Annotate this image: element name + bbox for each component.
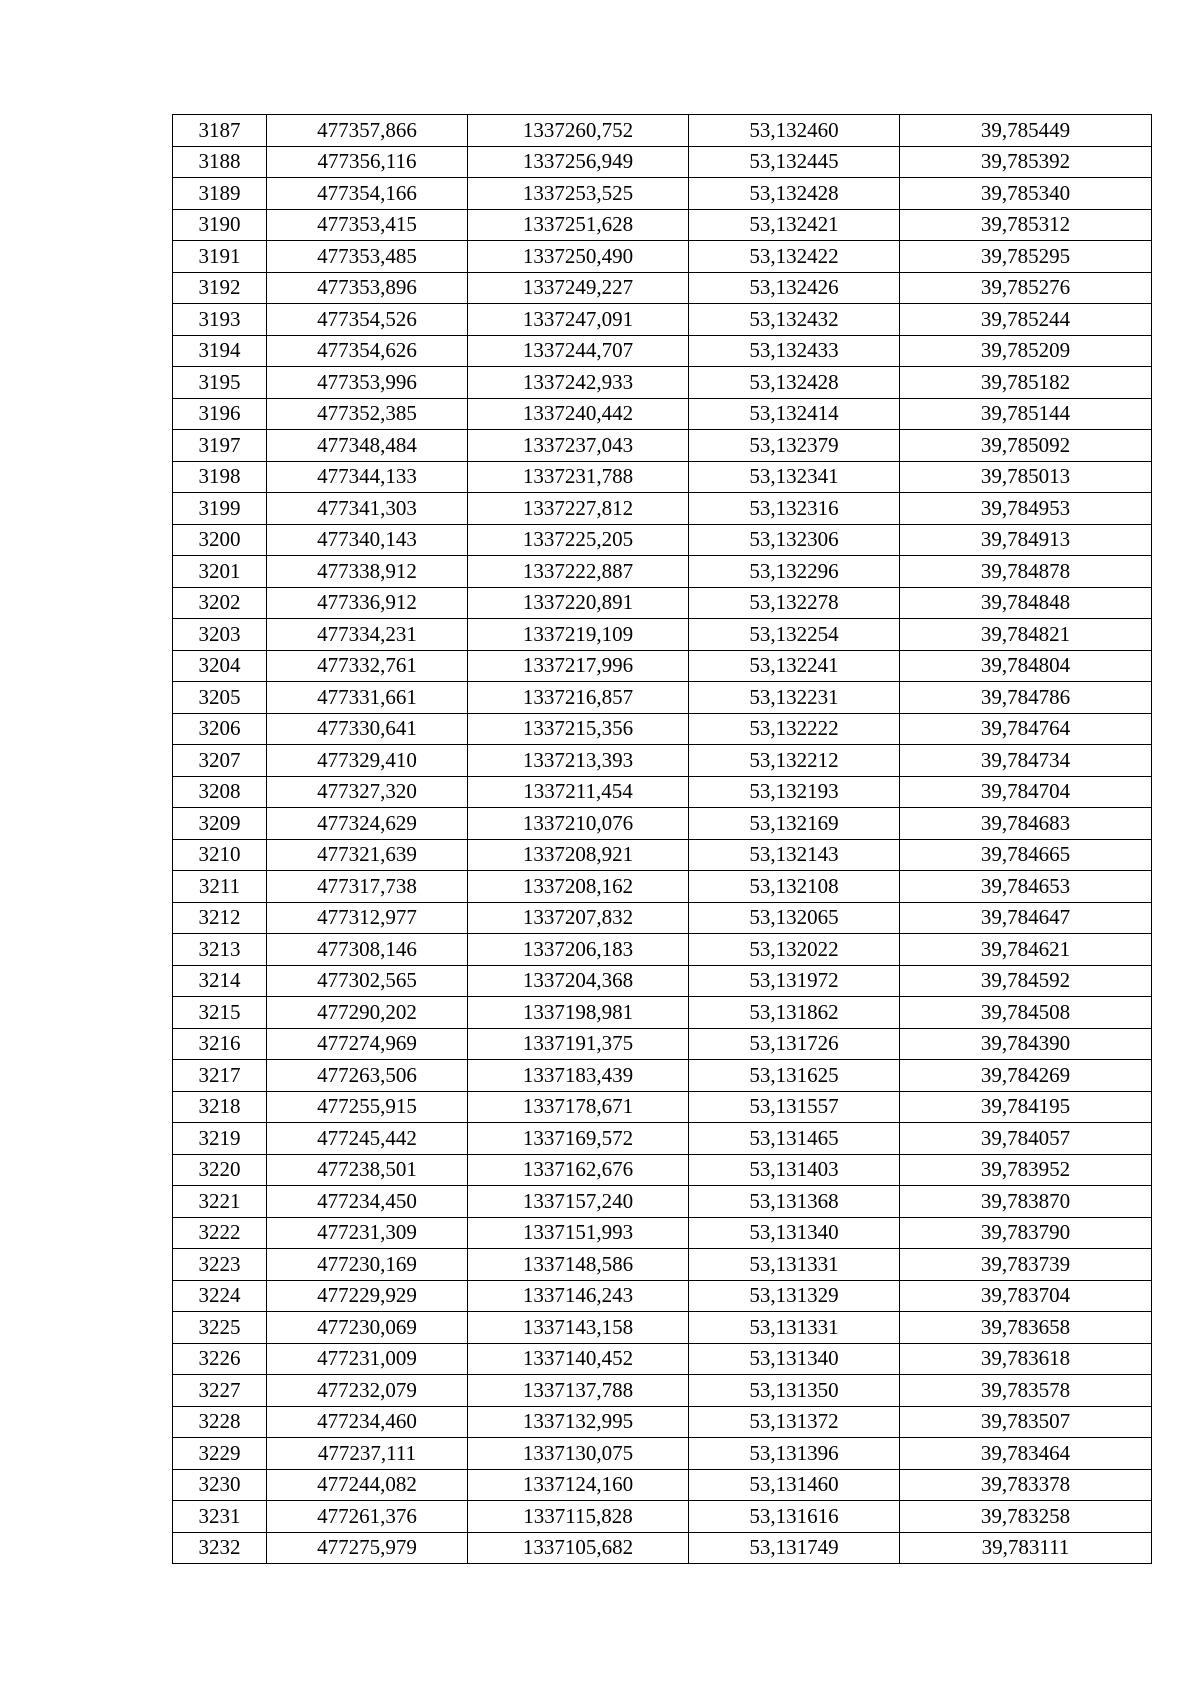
cell-point-number: 3231 [173,1501,267,1533]
cell-y-coordinate: 1337237,043 [468,430,689,462]
cell-point-number: 3224 [173,1280,267,1312]
cell-y-coordinate: 1337207,832 [468,902,689,934]
table-row [173,839,1152,871]
cell-point-number: 3212 [173,902,267,934]
table-row [173,1375,1152,1407]
cell-latitude: 53,132460 [689,115,900,147]
cell-longitude: 39,783870 [900,1186,1152,1218]
cell-longitude: 39,783952 [900,1154,1152,1186]
cell-point-number: 3200 [173,524,267,556]
cell-longitude: 39,784647 [900,902,1152,934]
cell-latitude: 53,131331 [689,1249,900,1281]
cell-x-coordinate: 477330,641 [267,713,468,745]
cell-longitude: 39,784653 [900,871,1152,903]
cell-point-number: 3220 [173,1154,267,1186]
cell-x-coordinate: 477334,231 [267,619,468,651]
cell-longitude: 39,785013 [900,461,1152,493]
cell-point-number: 3192 [173,272,267,304]
table-row [173,745,1152,777]
cell-x-coordinate: 477237,111 [267,1438,468,1470]
cell-x-coordinate: 477354,166 [267,178,468,210]
cell-latitude: 53,131331 [689,1312,900,1344]
cell-longitude: 39,784804 [900,650,1152,682]
cell-point-number: 3189 [173,178,267,210]
cell-y-coordinate: 1337204,368 [468,965,689,997]
cell-y-coordinate: 1337148,586 [468,1249,689,1281]
table-row [173,272,1152,304]
cell-y-coordinate: 1337191,375 [468,1028,689,1060]
cell-point-number: 3214 [173,965,267,997]
cell-longitude: 39,784592 [900,965,1152,997]
cell-point-number: 3208 [173,776,267,808]
cell-longitude: 39,783618 [900,1343,1152,1375]
cell-latitude: 53,132379 [689,430,900,462]
cell-x-coordinate: 477357,866 [267,115,468,147]
cell-x-coordinate: 477352,385 [267,398,468,430]
cell-point-number: 3227 [173,1375,267,1407]
cell-x-coordinate: 477263,506 [267,1060,468,1092]
cell-y-coordinate: 1337157,240 [468,1186,689,1218]
cell-y-coordinate: 1337206,183 [468,934,689,966]
cell-longitude: 39,783111 [900,1532,1152,1564]
cell-y-coordinate: 1337249,227 [468,272,689,304]
cell-x-coordinate: 477290,202 [267,997,468,1029]
cell-x-coordinate: 477353,485 [267,241,468,273]
cell-latitude: 53,132231 [689,682,900,714]
cell-y-coordinate: 1337169,572 [468,1123,689,1155]
cell-longitude: 39,785312 [900,209,1152,241]
cell-latitude: 53,131972 [689,965,900,997]
cell-y-coordinate: 1337162,676 [468,1154,689,1186]
cell-latitude: 53,132254 [689,619,900,651]
cell-y-coordinate: 1337140,452 [468,1343,689,1375]
cell-latitude: 53,132445 [689,146,900,178]
cell-longitude: 39,784848 [900,587,1152,619]
cell-longitude: 39,785244 [900,304,1152,336]
cell-x-coordinate: 477274,969 [267,1028,468,1060]
cell-x-coordinate: 477231,309 [267,1217,468,1249]
table-row [173,146,1152,178]
cell-point-number: 3232 [173,1532,267,1564]
cell-longitude: 39,784704 [900,776,1152,808]
cell-latitude: 53,132241 [689,650,900,682]
cell-latitude: 53,132193 [689,776,900,808]
cell-y-coordinate: 1337216,857 [468,682,689,714]
cell-x-coordinate: 477324,629 [267,808,468,840]
table-row [173,1060,1152,1092]
cell-y-coordinate: 1337210,076 [468,808,689,840]
cell-point-number: 3191 [173,241,267,273]
cell-latitude: 53,131465 [689,1123,900,1155]
cell-point-number: 3209 [173,808,267,840]
cell-latitude: 53,131350 [689,1375,900,1407]
cell-x-coordinate: 477238,501 [267,1154,468,1186]
cell-longitude: 39,783790 [900,1217,1152,1249]
cell-latitude: 53,132421 [689,209,900,241]
cell-y-coordinate: 1337217,996 [468,650,689,682]
cell-y-coordinate: 1337211,454 [468,776,689,808]
table-row [173,934,1152,966]
cell-y-coordinate: 1337143,158 [468,1312,689,1344]
cell-point-number: 3199 [173,493,267,525]
cell-longitude: 39,785295 [900,241,1152,273]
cell-longitude: 39,783658 [900,1312,1152,1344]
cell-y-coordinate: 1337132,995 [468,1406,689,1438]
cell-latitude: 53,131625 [689,1060,900,1092]
cell-x-coordinate: 477354,526 [267,304,468,336]
cell-latitude: 53,132143 [689,839,900,871]
cell-y-coordinate: 1337213,393 [468,745,689,777]
cell-x-coordinate: 477234,450 [267,1186,468,1218]
table-row [173,430,1152,462]
table-row [173,871,1152,903]
table-row [173,1217,1152,1249]
cell-point-number: 3190 [173,209,267,241]
cell-point-number: 3194 [173,335,267,367]
cell-latitude: 53,131749 [689,1532,900,1564]
cell-x-coordinate: 477327,320 [267,776,468,808]
cell-x-coordinate: 477255,915 [267,1091,468,1123]
table-row [173,115,1152,147]
table-row [173,587,1152,619]
table-row [173,398,1152,430]
cell-x-coordinate: 477340,143 [267,524,468,556]
cell-y-coordinate: 1337208,921 [468,839,689,871]
table-row [173,1312,1152,1344]
table-row [173,808,1152,840]
table-row [173,1091,1152,1123]
cell-longitude: 39,783704 [900,1280,1152,1312]
table-row [173,997,1152,1029]
cell-x-coordinate: 477354,626 [267,335,468,367]
cell-x-coordinate: 477353,896 [267,272,468,304]
cell-longitude: 39,784390 [900,1028,1152,1060]
cell-longitude: 39,785182 [900,367,1152,399]
cell-point-number: 3215 [173,997,267,1029]
table-row [173,1438,1152,1470]
cell-latitude: 53,132065 [689,902,900,934]
cell-latitude: 53,131726 [689,1028,900,1060]
table-row [173,1406,1152,1438]
cell-y-coordinate: 1337183,439 [468,1060,689,1092]
cell-x-coordinate: 477230,069 [267,1312,468,1344]
cell-y-coordinate: 1337151,993 [468,1217,689,1249]
cell-longitude: 39,783507 [900,1406,1152,1438]
cell-x-coordinate: 477275,979 [267,1532,468,1564]
cell-point-number: 3197 [173,430,267,462]
cell-latitude: 53,131557 [689,1091,900,1123]
cell-latitude: 53,131340 [689,1343,900,1375]
cell-longitude: 39,784953 [900,493,1152,525]
cell-latitude: 53,132278 [689,587,900,619]
cell-latitude: 53,131372 [689,1406,900,1438]
cell-point-number: 3187 [173,115,267,147]
cell-y-coordinate: 1337130,075 [468,1438,689,1470]
table-row [173,650,1152,682]
cell-y-coordinate: 1337244,707 [468,335,689,367]
cell-longitude: 39,783739 [900,1249,1152,1281]
cell-latitude: 53,132296 [689,556,900,588]
cell-y-coordinate: 1337227,812 [468,493,689,525]
cell-point-number: 3221 [173,1186,267,1218]
cell-latitude: 53,132432 [689,304,900,336]
cell-point-number: 3230 [173,1469,267,1501]
cell-x-coordinate: 477329,410 [267,745,468,777]
table-row [173,556,1152,588]
cell-point-number: 3219 [173,1123,267,1155]
cell-x-coordinate: 477230,169 [267,1249,468,1281]
cell-y-coordinate: 1337215,356 [468,713,689,745]
cell-x-coordinate: 477244,082 [267,1469,468,1501]
cell-longitude: 39,785276 [900,272,1152,304]
cell-x-coordinate: 477312,977 [267,902,468,934]
cell-latitude: 53,131340 [689,1217,900,1249]
cell-y-coordinate: 1337250,490 [468,241,689,273]
cell-latitude: 53,132341 [689,461,900,493]
table-row [173,304,1152,336]
cell-longitude: 39,784665 [900,839,1152,871]
cell-longitude: 39,785144 [900,398,1152,430]
cell-point-number: 3229 [173,1438,267,1470]
cell-longitude: 39,784764 [900,713,1152,745]
cell-y-coordinate: 1337231,788 [468,461,689,493]
cell-latitude: 53,132108 [689,871,900,903]
cell-y-coordinate: 1337219,109 [468,619,689,651]
cell-point-number: 3218 [173,1091,267,1123]
cell-x-coordinate: 477336,912 [267,587,468,619]
cell-point-number: 3196 [173,398,267,430]
table-row [173,493,1152,525]
table-row [173,682,1152,714]
table-row [173,367,1152,399]
table-row [173,241,1152,273]
cell-point-number: 3223 [173,1249,267,1281]
cell-y-coordinate: 1337208,162 [468,871,689,903]
cell-x-coordinate: 477353,996 [267,367,468,399]
cell-x-coordinate: 477234,460 [267,1406,468,1438]
cell-point-number: 3226 [173,1343,267,1375]
table-row [173,1469,1152,1501]
cell-y-coordinate: 1337225,205 [468,524,689,556]
table-row [173,1280,1152,1312]
cell-latitude: 53,131460 [689,1469,900,1501]
cell-point-number: 3228 [173,1406,267,1438]
cell-longitude: 39,784821 [900,619,1152,651]
table-row [173,713,1152,745]
cell-x-coordinate: 477341,303 [267,493,468,525]
cell-x-coordinate: 477308,146 [267,934,468,966]
cell-point-number: 3202 [173,587,267,619]
cell-point-number: 3222 [173,1217,267,1249]
cell-x-coordinate: 477302,565 [267,965,468,997]
coordinates-table [172,114,1152,1564]
table-row [173,461,1152,493]
cell-x-coordinate: 477344,133 [267,461,468,493]
cell-longitude: 39,784057 [900,1123,1152,1155]
cell-x-coordinate: 477338,912 [267,556,468,588]
cell-latitude: 53,132422 [689,241,900,273]
cell-x-coordinate: 477321,639 [267,839,468,871]
cell-y-coordinate: 1337105,682 [468,1532,689,1564]
cell-latitude: 53,132414 [689,398,900,430]
cell-point-number: 3206 [173,713,267,745]
cell-x-coordinate: 477353,415 [267,209,468,241]
cell-longitude: 39,784878 [900,556,1152,588]
cell-longitude: 39,785340 [900,178,1152,210]
cell-y-coordinate: 1337124,160 [468,1469,689,1501]
cell-latitude: 53,131368 [689,1186,900,1218]
cell-x-coordinate: 477231,009 [267,1343,468,1375]
cell-point-number: 3201 [173,556,267,588]
cell-point-number: 3211 [173,871,267,903]
cell-latitude: 53,131616 [689,1501,900,1533]
cell-longitude: 39,784195 [900,1091,1152,1123]
cell-latitude: 53,132426 [689,272,900,304]
cell-x-coordinate: 477229,929 [267,1280,468,1312]
cell-y-coordinate: 1337146,243 [468,1280,689,1312]
cell-point-number: 3195 [173,367,267,399]
table-row [173,1343,1152,1375]
cell-longitude: 39,785449 [900,115,1152,147]
cell-y-coordinate: 1337253,525 [468,178,689,210]
cell-latitude: 53,132316 [689,493,900,525]
cell-latitude: 53,132169 [689,808,900,840]
cell-y-coordinate: 1337137,788 [468,1375,689,1407]
cell-y-coordinate: 1337242,933 [468,367,689,399]
table-row [173,524,1152,556]
table-row [173,209,1152,241]
cell-y-coordinate: 1337115,828 [468,1501,689,1533]
cell-latitude: 53,132306 [689,524,900,556]
cell-x-coordinate: 477356,116 [267,146,468,178]
cell-point-number: 3213 [173,934,267,966]
cell-x-coordinate: 477317,738 [267,871,468,903]
cell-latitude: 53,132433 [689,335,900,367]
cell-longitude: 39,785209 [900,335,1152,367]
table-row [173,335,1152,367]
cell-y-coordinate: 1337260,752 [468,115,689,147]
cell-point-number: 3203 [173,619,267,651]
table-row [173,1154,1152,1186]
cell-point-number: 3193 [173,304,267,336]
cell-y-coordinate: 1337247,091 [468,304,689,336]
table-row [173,902,1152,934]
cell-latitude: 53,131862 [689,997,900,1029]
cell-longitude: 39,784683 [900,808,1152,840]
table-row [173,1249,1152,1281]
cell-y-coordinate: 1337178,671 [468,1091,689,1123]
cell-longitude: 39,783378 [900,1469,1152,1501]
cell-x-coordinate: 477332,761 [267,650,468,682]
cell-longitude: 39,784508 [900,997,1152,1029]
cell-y-coordinate: 1337240,442 [468,398,689,430]
table-row [173,1123,1152,1155]
cell-x-coordinate: 477232,079 [267,1375,468,1407]
cell-x-coordinate: 477331,661 [267,682,468,714]
cell-y-coordinate: 1337256,949 [468,146,689,178]
table-row [173,1532,1152,1564]
cell-point-number: 3188 [173,146,267,178]
cell-point-number: 3210 [173,839,267,871]
cell-y-coordinate: 1337251,628 [468,209,689,241]
cell-y-coordinate: 1337198,981 [468,997,689,1029]
cell-point-number: 3205 [173,682,267,714]
cell-x-coordinate: 477348,484 [267,430,468,462]
cell-point-number: 3225 [173,1312,267,1344]
cell-point-number: 3198 [173,461,267,493]
table-row [173,1501,1152,1533]
cell-longitude: 39,785392 [900,146,1152,178]
cell-longitude: 39,784621 [900,934,1152,966]
cell-latitude: 53,132222 [689,713,900,745]
cell-latitude: 53,132428 [689,367,900,399]
table-row [173,619,1152,651]
cell-latitude: 53,131403 [689,1154,900,1186]
cell-point-number: 3204 [173,650,267,682]
cell-longitude: 39,783464 [900,1438,1152,1470]
cell-longitude: 39,784786 [900,682,1152,714]
cell-longitude: 39,784734 [900,745,1152,777]
table-row [173,1186,1152,1218]
cell-longitude: 39,783258 [900,1501,1152,1533]
cell-longitude: 39,784269 [900,1060,1152,1092]
cell-latitude: 53,131396 [689,1438,900,1470]
cell-point-number: 3207 [173,745,267,777]
table-row [173,1028,1152,1060]
cell-latitude: 53,132428 [689,178,900,210]
cell-longitude: 39,784913 [900,524,1152,556]
cell-latitude: 53,132212 [689,745,900,777]
table-row [173,178,1152,210]
cell-x-coordinate: 477245,442 [267,1123,468,1155]
cell-x-coordinate: 477261,376 [267,1501,468,1533]
cell-latitude: 53,131329 [689,1280,900,1312]
cell-longitude: 39,783578 [900,1375,1152,1407]
cell-y-coordinate: 1337220,891 [468,587,689,619]
cell-point-number: 3216 [173,1028,267,1060]
cell-y-coordinate: 1337222,887 [468,556,689,588]
cell-point-number: 3217 [173,1060,267,1092]
table-row [173,965,1152,997]
table-row [173,776,1152,808]
cell-longitude: 39,785092 [900,430,1152,462]
cell-latitude: 53,132022 [689,934,900,966]
coordinates-table-body [173,115,1152,1564]
